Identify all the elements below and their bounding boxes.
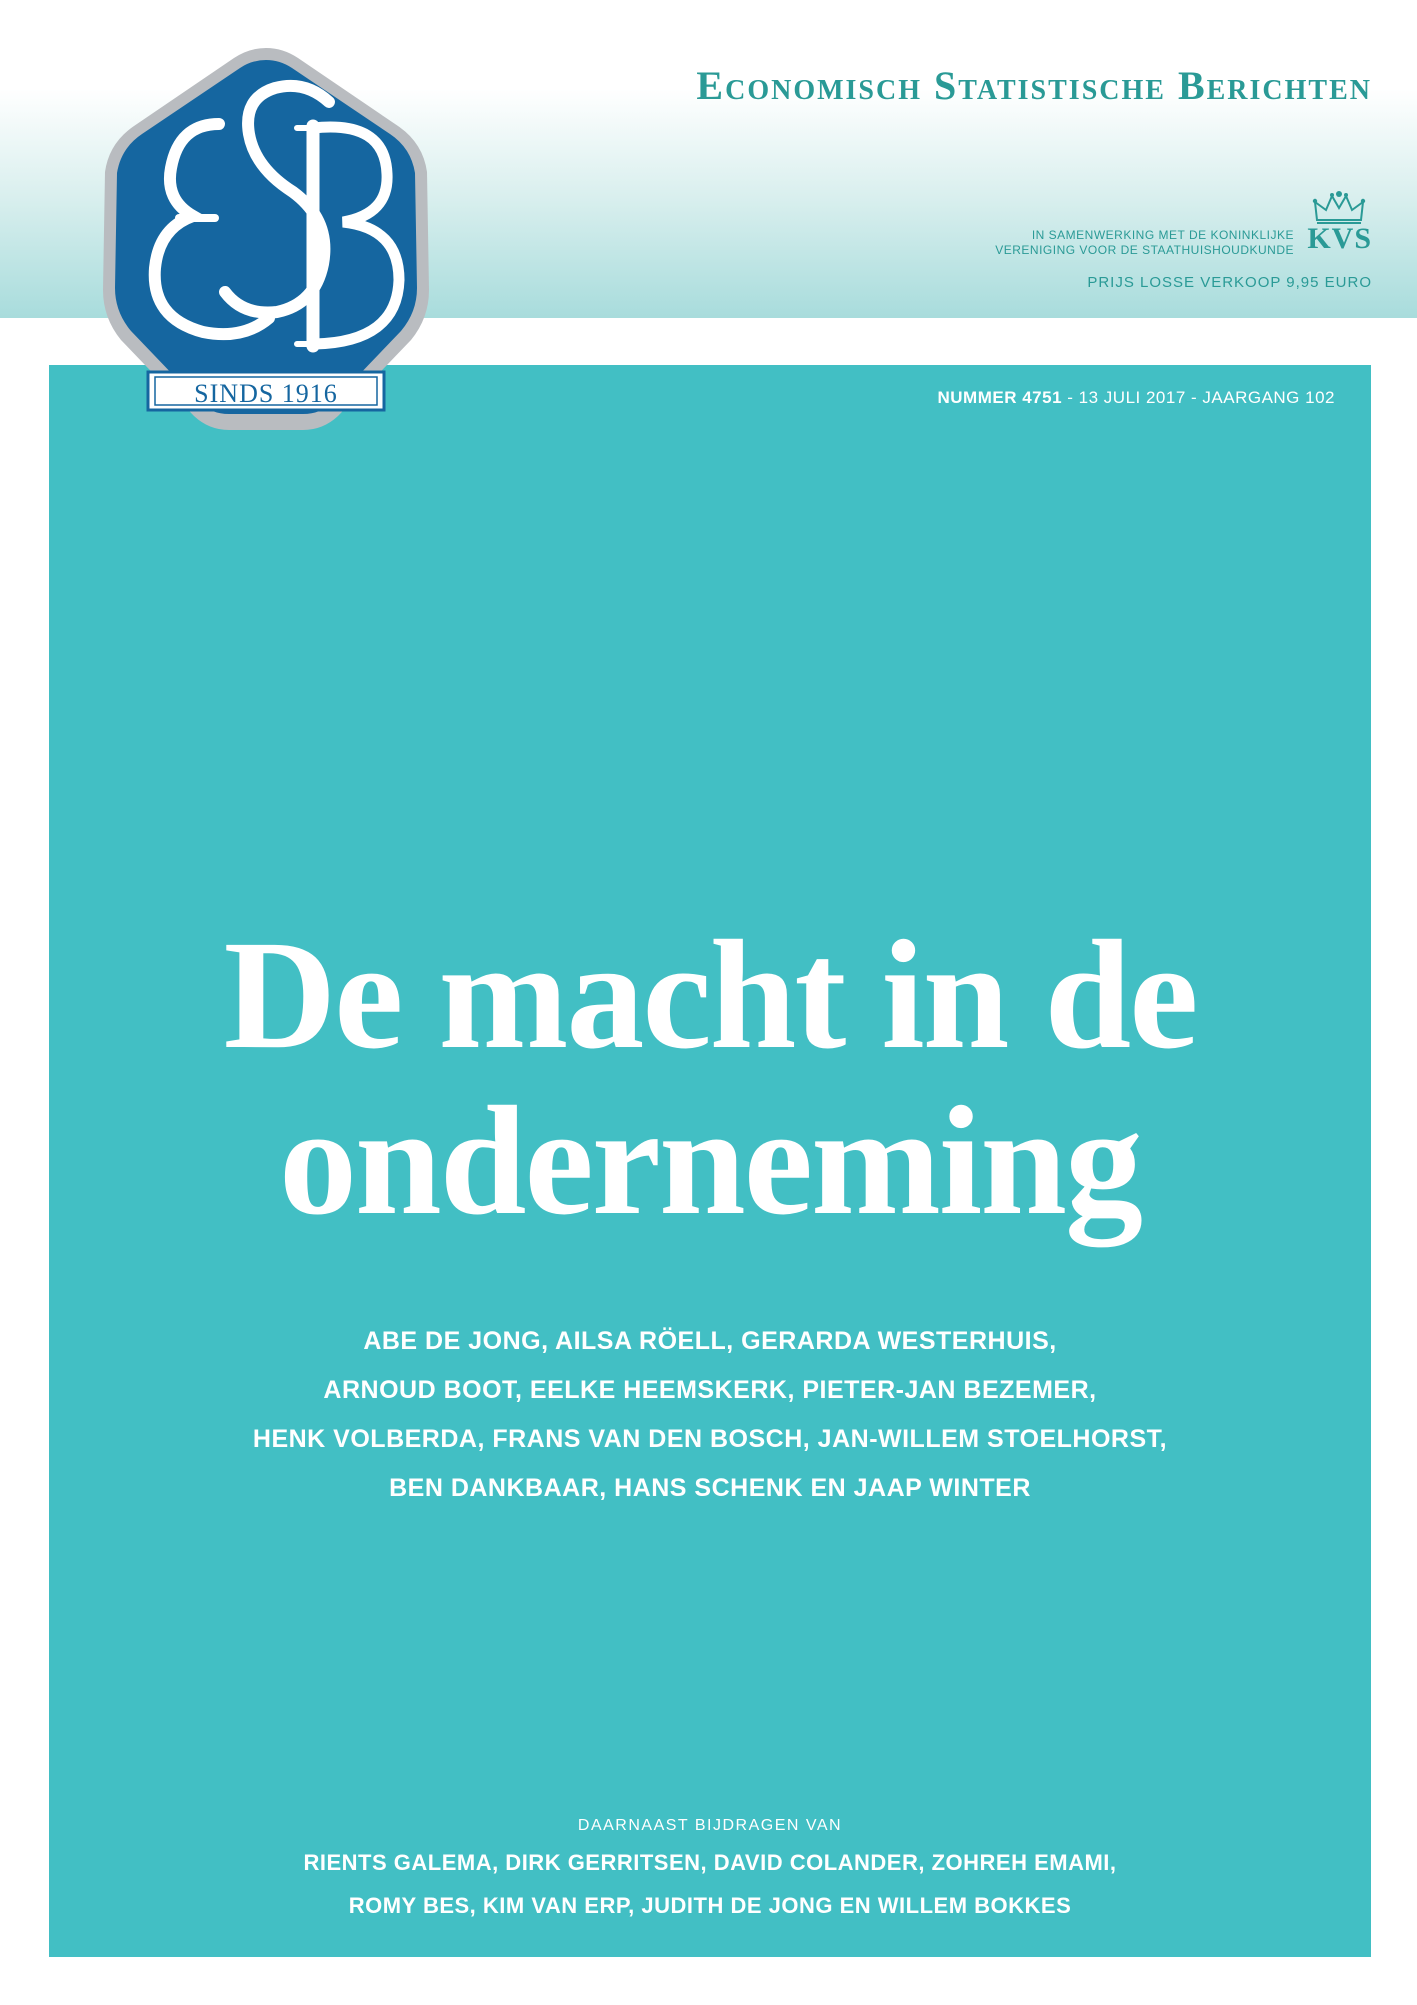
contributor-list: [49, 1841, 1371, 1927]
crown-icon: [1311, 190, 1367, 226]
esb-shield-logo-icon: [93, 42, 439, 434]
kvs-label: KVS: [1307, 222, 1372, 255]
author-line: BEN DANKBAAR, HANS SCHENK EN JAAP WINTER: [389, 1474, 1031, 1502]
author-line: ARNOUD BOOT, EELKE HEEMSKERK, PIETER-JAN BEZEMER,: [323, 1376, 1097, 1404]
contributor-line: RIENTS GALEMA, DIRK GERRITSEN, DAVID COLANDER, ZOHREH EMAMI,: [303, 1850, 1117, 1875]
cover-title-line2: onderneming: [278, 1074, 1142, 1247]
author-line: HENK VOLBERDA, FRANS VAN DEN BOSCH, JAN-WILLEM STOELHORST,: [252, 1425, 1168, 1453]
issue-line: [938, 388, 1336, 408]
cover-title: [49, 908, 1371, 1247]
contributors-label: DAARNAAST BIJDRAGEN VAN: [577, 1817, 843, 1834]
cover-title-line1: De macht in de: [223, 908, 1197, 1081]
author-line: ABE DE JONG, AILSA RÖELL, GERARDA WESTERHUIS,: [363, 1327, 1057, 1355]
author-list: [49, 1317, 1371, 1513]
kvs-caption: [874, 228, 1294, 258]
issue-number: NUMMER 4751: [937, 388, 1063, 407]
kvs-caption-line2: VERENIGING VOOR DE STAATHUISHOUDKUNDE: [995, 243, 1294, 257]
kvs-caption-line1: IN SAMENWERKING MET DE KONINKLIJKE: [1031, 228, 1294, 242]
contributor-line: ROMY BES, KIM VAN ERP, JUDITH DE JONG EN WILLEM BOKKES: [348, 1893, 1072, 1918]
kvs-block: [812, 190, 1372, 257]
price-label: PRIJS LOSSE VERKOOP 9,95 EURO: [1087, 274, 1372, 291]
masthead-title: Economisch Statistische Berichten: [696, 63, 1372, 108]
issue-date-volume: - 13 JULI 2017 - JAARGANG 102: [1062, 388, 1335, 407]
logo-ribbon-text: SINDS 1916: [194, 379, 338, 408]
